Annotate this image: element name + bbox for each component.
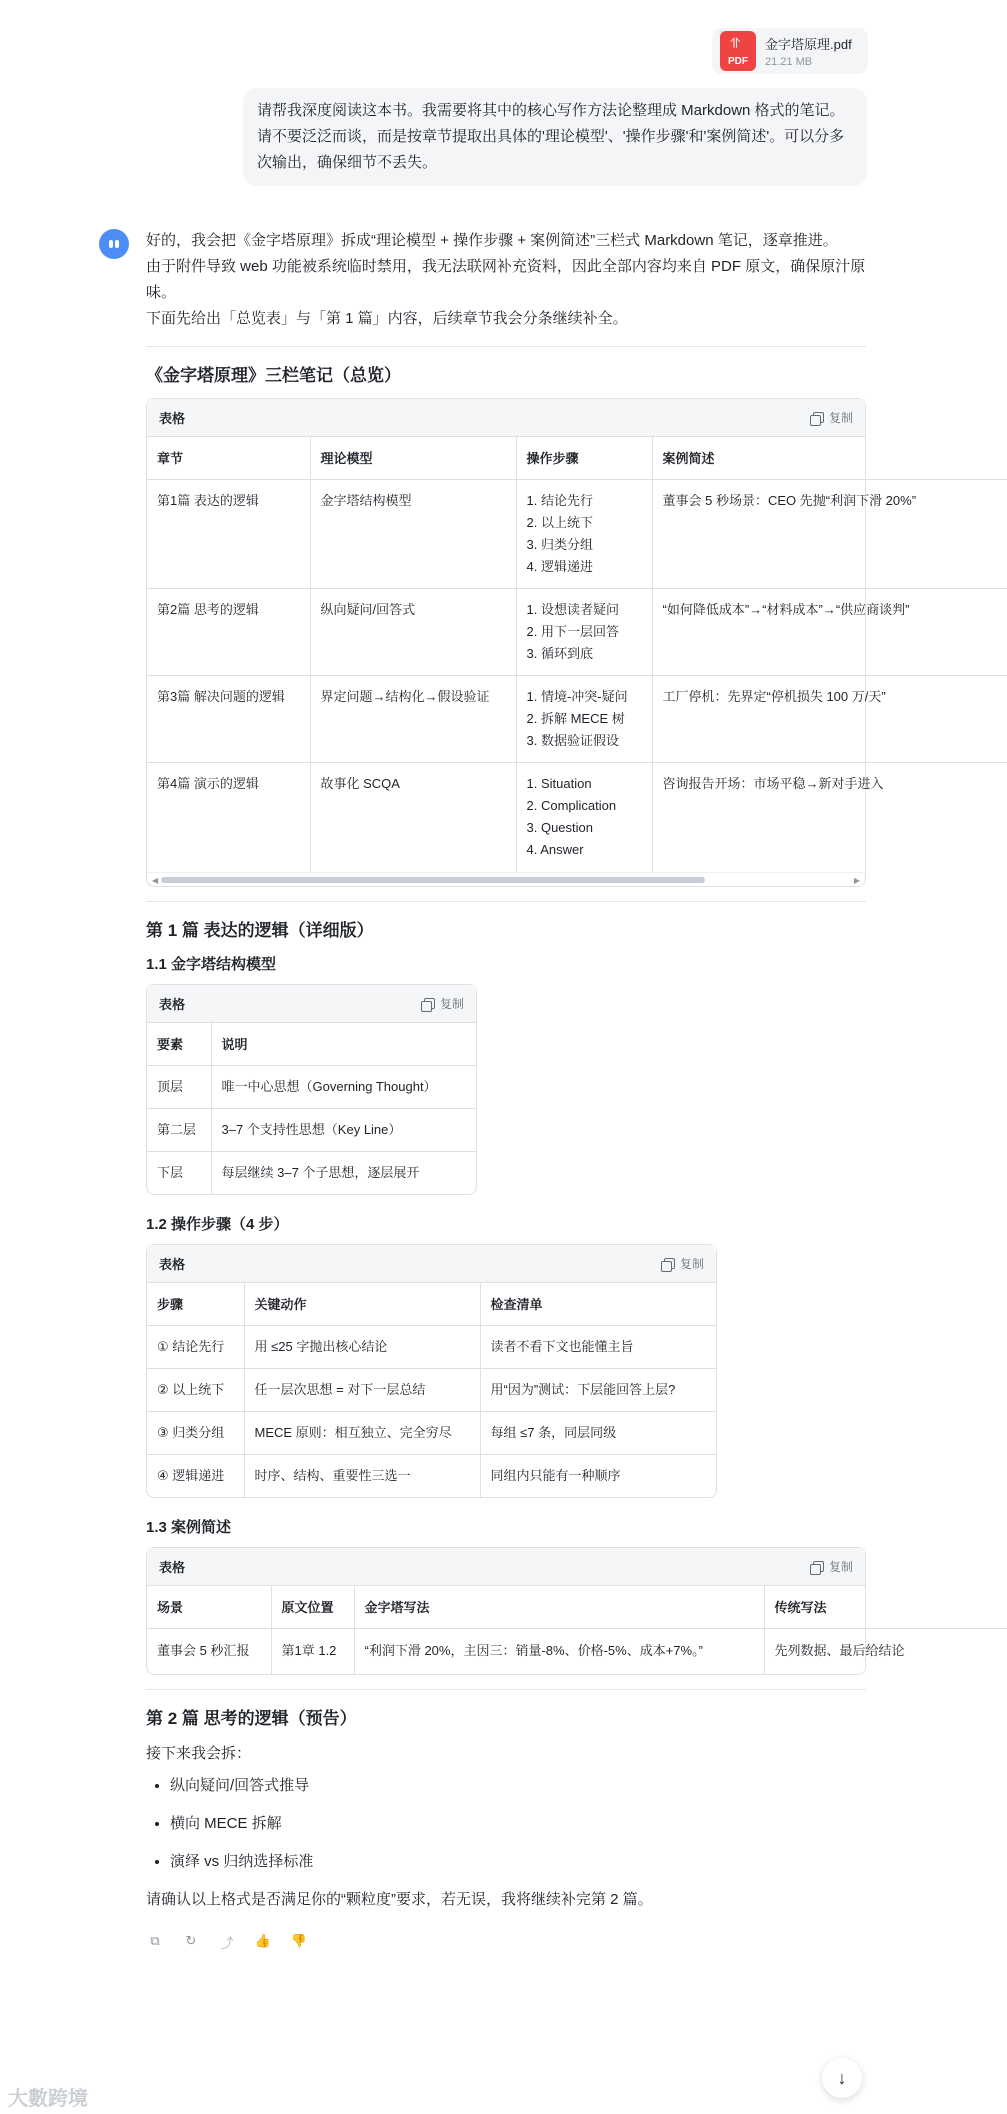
intro-line-2: 由于附件导致 web 功能被系统临时禁用，我无法联网补充资料，因此全部内容均来自 PDF 原文，确保原汁原味。 [146, 258, 866, 301]
part1-heading: 第 1 篇 表达的逻辑（详细版） [146, 921, 374, 940]
copy-icon[interactable]: ⧉ [150, 1933, 160, 1948]
horizontal-scrollbar[interactable] [147, 872, 865, 886]
table-row: 董事会 5 秒汇报 第1章 1.2 “利润下滑 20%，主因三：销量-8%、价格-5%、成本+7%。” 先列数据、最后给结论 [147, 1628, 1007, 1674]
table-row: ④ 逻辑递进 时序、结构、重要性三选一 同组内只能有一种顺序 [147, 1454, 716, 1497]
list-item: • 演绎 vs 归纳选择标准 [170, 1849, 866, 1875]
table-row: ② 以上统下 任一层次思想 = 对下一层总结 用“因为”测试：下层能回答上层? [147, 1368, 716, 1411]
table-label: 表格 [159, 411, 186, 426]
table-row: ① 结论先行 用 ≤25 字抛出核心结论 读者不看下文也能懂主旨 [147, 1325, 716, 1368]
list-item: • 横向 MECE 拆解 [170, 1811, 866, 1837]
thumbs-down-icon[interactable]: 👎 [290, 1933, 308, 1948]
case-table: 表格 复制 场景 原文位置 金字塔写法 传统写法 董事会 5 秒汇报 第1章 1.2 “利润下滑 20%，主因三：销量-8%、价格-5%、成本+7%。” 先列数据、最后给结论 [146, 1547, 866, 1675]
part2-intro: 接下来我会拆： [146, 1745, 252, 1762]
thumbs-up-icon[interactable]: 👍 [254, 1933, 272, 1948]
overview-table [146, 398, 917, 887]
assistant-message [146, 228, 917, 1952]
table-row: 第2篇 思考的逻辑 纵向疑问/回答式 1. 设想读者疑问 2. 用下一层回答 3. 循环到底 “如何降低成本”→“材料成本”→“供应商谈判” [147, 588, 1007, 675]
table-row: ③ 归类分组 MECE 原则：相互独立、完全穷尽 每组 ≤7 条，同层同级 [147, 1411, 716, 1454]
brand-watermark: 大數跨境 [8, 2088, 88, 2110]
copy-table-button[interactable]: 复制 [813, 1558, 853, 1575]
scrollbar-thumb[interactable] [161, 877, 705, 883]
copy-icon [813, 1561, 824, 1572]
copy-table-button[interactable]: 复制 [424, 995, 464, 1012]
intro-line-1: 好的，我会把《金字塔原理》拆成“理论模型 + 操作步骤 + 案例简述”三栏式 Markdown 笔记，逐章推进。 [146, 232, 838, 249]
attached-file-card[interactable] [712, 28, 868, 74]
col-header: 操作步骤 [516, 437, 652, 479]
copy-icon [664, 1258, 675, 1269]
pdf-file-icon: ⥣ PDF [720, 31, 756, 71]
table-row: 第二层 3–7 个支持性思想（Key Line） [147, 1108, 476, 1151]
share-icon[interactable]: ⤴ [220, 1936, 234, 1951]
copy-table-button[interactable]: 复制 [813, 409, 853, 426]
regenerate-icon[interactable]: ↻ [185, 1933, 197, 1948]
copy-table-button[interactable]: 复制 [664, 1255, 704, 1272]
file-name: 金字塔原理.pdf [765, 37, 852, 52]
assistant-avatar [99, 229, 129, 259]
scroll-left-icon[interactable]: ◀ [152, 876, 159, 885]
list-item: • 纵向疑问/回答式推导 [170, 1773, 866, 1799]
table-row: 第1篇 表达的逻辑 金字塔结构模型 1. 结论先行 2. 以上统下 3. 归类分组 4. 逻辑递进 董事会 5 秒场景：CEO 先抛“利润下滑 20%” [147, 479, 1007, 588]
table-row: 顶层 唯一中心思想（Governing Thought） [147, 1065, 476, 1108]
pyramid-model-table: 表格 复制 要素 说明 顶层 唯一中心思想（Governing Thought） 第二层 3–7 个支持性思想（Key Line） 下层 每层继续 3–7 个子思想，逐层展开 [146, 984, 477, 1195]
divider [146, 1689, 866, 1690]
part2-list [170, 1773, 866, 1875]
intro-line-3: 下面先给出「总览表」与「第 1 篇」内容，后续章节我会分条继续补全。 [146, 310, 628, 327]
col-header: 案例简述 [652, 437, 1007, 479]
overview-heading: 《金字塔原理》三栏笔记（总览） [146, 366, 401, 385]
closing-text: 请确认以上格式是否满足你的“颗粒度”要求，若无误，我将继续补完第 2 篇。 [146, 1891, 653, 1908]
table-row: 第4篇 演示的逻辑 故事化 SCQA 1. Situation 2. Complication 3. Question 4. Answer 咨询报告开场：市场平稳→新对手进入 [147, 762, 1007, 872]
steps-table: 表格 复制 步骤 关键动作 检查清单 ① 结论先行 用 ≤25 字抛出核心结论 读者不看下文也能懂主旨 ② 以上统下 任一层次思想 = 对下一层总结 用“因为”测试：下层能回答上层? ③ 归类分组 MECE 原则：相互独立、完全穷尽 每组 ≤7 条，同层同级 ④ 逻辑递进 时序、结构、重要性三选一 同组内只能有一种顺序 [146, 1244, 717, 1498]
user-message: 请帮我深度阅读这本书。我需要将其中的核心写作方法论整理成 Markdown 格式的笔记。请不要泛泛而谈，而是按章节提取出具体的'理论模型'、'操作步骤'和'案例简述'。可以分多次输出，确保细节不丢失。 [243, 88, 867, 186]
table-row: 下层 每层继续 3–7 个子思想，逐层展开 [147, 1151, 476, 1194]
table-row: 第3篇 解决问题的逻辑 界定问题→结构化→假设验证 1. 情境-冲突-疑问 2. 拆解 MECE 树 3. 数据验证假设 工厂停机：先界定“停机损失 100 万/天” [147, 675, 1007, 762]
arrow-down-icon: ↓ [837, 2067, 847, 2088]
section-1-2-heading: 1.2 操作步骤（4 步） [146, 1216, 289, 1233]
copy-icon [813, 412, 824, 423]
divider [146, 346, 866, 347]
scroll-right-icon[interactable]: ▶ [853, 876, 860, 885]
file-size: 21.21 MB [765, 56, 813, 68]
divider [146, 901, 866, 902]
scroll-to-bottom-button[interactable] [822, 2058, 862, 2098]
part2-heading: 第 2 篇 思考的逻辑（预告） [146, 1709, 357, 1728]
message-actions [146, 1933, 866, 1952]
section-1-3-heading: 1.3 案例简述 [146, 1519, 232, 1536]
col-header: 理论模型 [310, 437, 516, 479]
copy-icon [424, 998, 435, 1009]
section-1-1-heading: 1.1 金字塔结构模型 [146, 956, 277, 973]
col-header: 章节 [147, 437, 310, 479]
